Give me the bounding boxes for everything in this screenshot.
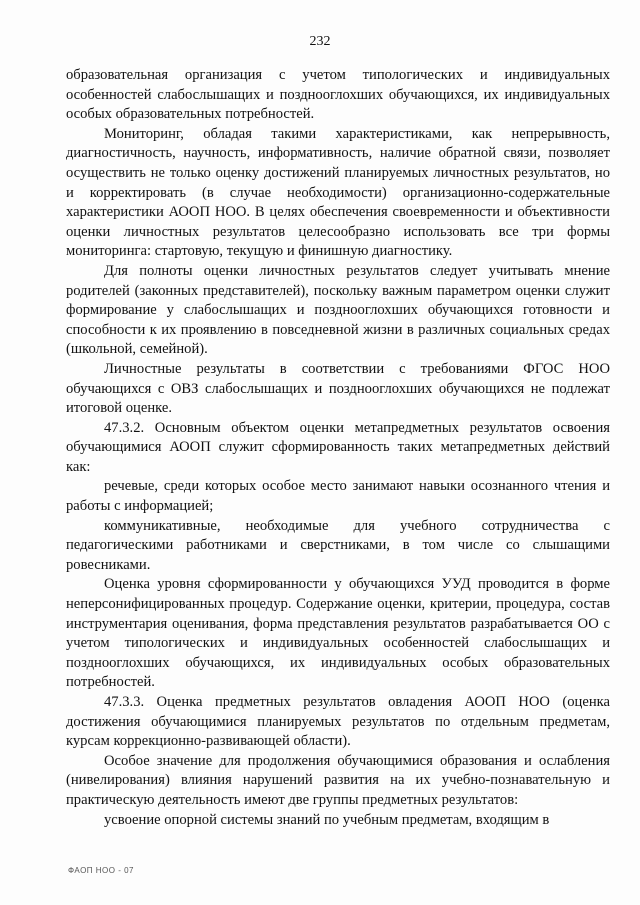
paragraph-speech-actions: речевые, среди которых особое место занимают навыки осознанного чтения и работы с информацией;: [66, 478, 610, 515]
paragraph-section-47-3-2: 47.3.2. Основным объектом оценки метапредметных результатов освоения обучающимися АООП служит сформированность таких метапредметных действий как:: [66, 419, 610, 475]
body-text: [66, 66, 610, 830]
paragraph-uud-assessment: Оценка уровня сформированности у обучающихся УУД проводится в форме неперсонифицированных процедур. Содержание оценки, критерии, процедура, состав инструментария оценивания, форма представления результатов разрабатывается ОО с учетом типологических и индивидуальных особенностей слабослышащих и позднооглохших обучающихся, их индивидуальных особых образовательных потребностей.: [66, 576, 610, 691]
paragraph-section-47-3-3: 47.3.3. Оценка предметных результатов овладения АООП НОО (оценка достижения обучающимися планируемых результатов по отдельным предметам, курсам коррекционно-развивающей области).: [66, 694, 610, 750]
footer-code: ФАОП НОО - 07: [68, 866, 134, 875]
paragraph-communicative-actions: коммуникативные, необходимые для учебного сотрудничества с педагогическими работниками и сверстниками, в том числе со слышащими ровесниками.: [66, 517, 610, 573]
paragraph-continuation: образовательная организация с учетом типологических и индивидуальных особенностей слабослышащих и позднооглохших обучающихся, их индивидуальных особых образовательных потребностей.: [66, 67, 610, 123]
paragraph-personal-results: Личностные результаты в соответствии с требованиями ФГОС НОО обучающихся с ОВЗ слабослышащих и позднооглохших обучающихся не подлежат итоговой оценке.: [66, 360, 610, 417]
page-number: 232: [309, 34, 331, 49]
paragraph-monitoring: Мониторинг, обладая такими характеристиками, как непрерывность, диагностичность, научность, информативность, наличие обратной связи, позволяет осуществить не только оценку достижений планируемых личностных результатов, но и корректировать (в случае необходимости) организационно-содержательные характеристики АООП НОО. В целях обеспечения своевременности и объективности оценки личностных результатов целесообразно использовать все три формы мониторинга: стартовую, текущую и финишную диагностику.: [66, 125, 610, 260]
paragraph-subject-results: Особое значение для продолжения обучающимися образования и ослабления (нивелирования) влияния нарушений развития на их учебно-познавательную и практическую деятельность имеют две группы предметных результатов:: [66, 752, 610, 808]
paragraph-knowledge-system: усвоение опорной системы знаний по учебным предметам, входящим в: [104, 811, 550, 828]
paragraph-parents-opinion: Для полноты оценки личностных результатов следует учитывать мнение родителей (законных представителей), поскольку важным параметром оценки служит формирование у слабослышащих и позднооглохших обучающихся готовности и способности к их проявлению в повседневной жизни в различных социальных средах (школьной, семейной).: [66, 262, 610, 358]
